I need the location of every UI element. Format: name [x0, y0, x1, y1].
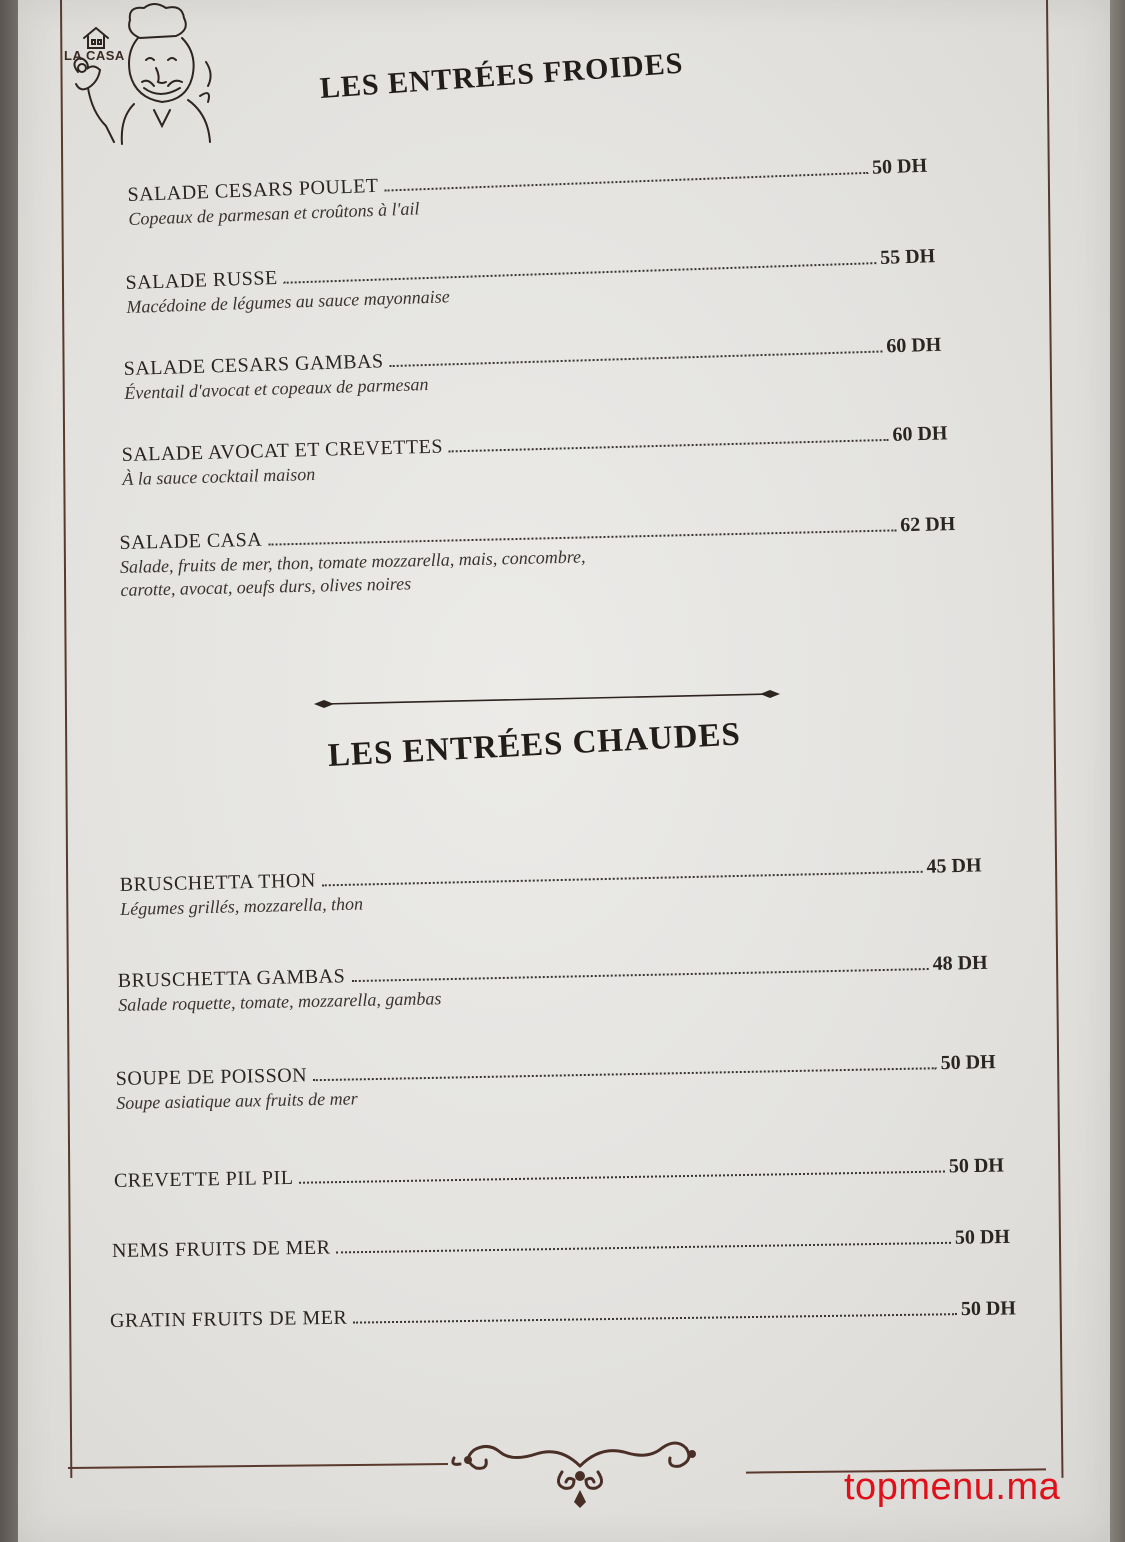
item-price: 50 DH — [940, 1051, 996, 1075]
item-description: Éventail d'avocat et copeaux de parmesan — [124, 373, 429, 403]
item-price: 55 DH — [879, 245, 936, 269]
item-name: NEMS FRUITS DE MER — [111, 1236, 331, 1262]
item-name: SOUPE DE POISSON — [115, 1064, 308, 1091]
item-description: Soupe asiatique aux fruits de mer — [116, 1088, 358, 1113]
page-border-left — [60, 0, 72, 1478]
item-description-line-2: carotte, avocat, oeufs durs, olives noires — [120, 573, 412, 600]
section-divider — [312, 688, 782, 712]
watermark-text: topmenu.ma — [844, 1466, 1061, 1508]
item-description: Salade, fruits de mer, thon, tomate mozzarella, mais, concombre, — [119, 546, 586, 577]
item-price: 62 DH — [900, 513, 956, 537]
item-name: SALADE CESARS GAMBAS — [123, 350, 384, 381]
item-price: 60 DH — [892, 422, 948, 446]
item-name: SALADE RUSSE — [125, 266, 279, 295]
item-price: 45 DH — [926, 854, 982, 878]
item-price: 50 DH — [960, 1297, 1017, 1321]
item-description: Copeaux de parmesan et croûtons à l'ail — [128, 198, 420, 229]
item-price: 48 DH — [932, 951, 988, 975]
dot-leader — [353, 1313, 957, 1323]
logo-text: LA CASA — [64, 48, 125, 63]
page-border-bottom-left — [68, 1463, 448, 1469]
section-title-cold-starters: LES ENTRÉES FROIDES — [318, 46, 685, 105]
item-description: Salade roquette, tomate, mozzarella, gambas — [118, 988, 442, 1015]
chef-logo-icon — [58, 2, 228, 152]
item-name: SALADE CASA — [119, 528, 263, 555]
section-title-hot-starters: LES ENTRÉES CHAUDES — [327, 716, 742, 774]
item-description: À la sauce cocktail maison — [122, 463, 316, 489]
item-name: BRUSCHETTA GAMBAS — [117, 965, 346, 993]
item-price: 60 DH — [885, 333, 942, 358]
item-description: Macédoine de légumes au sauce mayonnaise — [126, 286, 450, 317]
item-name: SALADE CESARS POULET — [127, 174, 379, 207]
item-name: GRATIN FRUITS DE MER — [109, 1306, 348, 1332]
item-description: Légumes grillés, mozzarella, thon — [120, 893, 364, 919]
item-price: 50 DH — [954, 1225, 1011, 1249]
item-name: BRUSCHETTA THON — [119, 869, 317, 897]
item-price: 50 DH — [871, 154, 928, 179]
page-border-right — [1046, 0, 1063, 1478]
item-name: SALADE AVOCAT ET CREVETTES — [121, 435, 444, 467]
item-name: CREVETTE PIL PIL — [113, 1166, 294, 1192]
scroll-ornament-icon — [440, 1432, 720, 1512]
item-price: 50 DH — [948, 1154, 1005, 1178]
